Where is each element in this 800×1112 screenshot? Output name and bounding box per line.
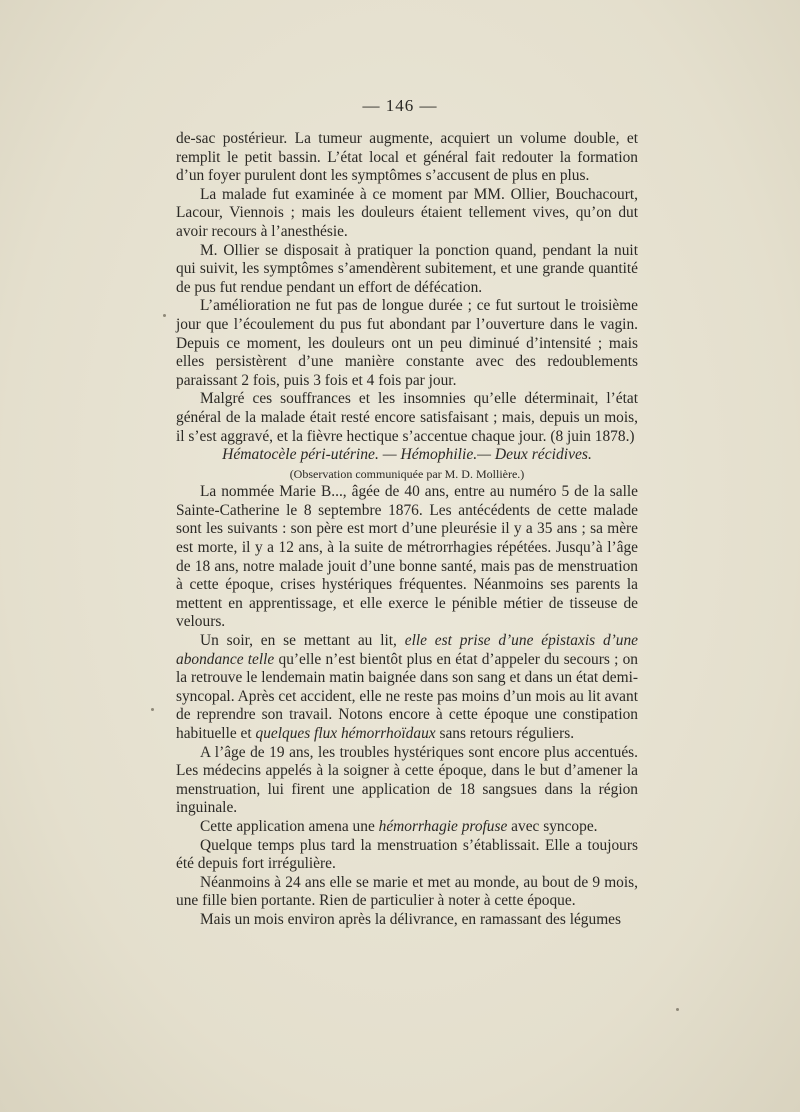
paragraph-7-emphasis-epistaxis: elle est prise d’une épistaxis d’une abondance telle (176, 632, 638, 668)
paragraph-9 (176, 818, 638, 837)
paragraph-9-text-c: avec syncope. (507, 817, 598, 835)
section-heading: Hématocèle péri-utérine. — Hémophilie.— Deux récidives. (222, 446, 592, 464)
paragraph-7-text-a: Un soir, en se mettant au lit, (200, 632, 405, 650)
paragraph-9-text-a: Cette application amena une (200, 817, 379, 835)
observation-credit: (Observation communiquée par M. D. Mollière.) (289, 466, 525, 481)
paragraph-7-text-c: qu’elle n’est bientôt plus en état d’appeler du secours ; on la retrouve le lendemain matin baignée dans son sang et dans un état demi-syncopal. Après cet accident, elle ne reste pas moins d’un mois au lit avant de reprendre son travail. Notons encore à cette époque une constipation habituelle et (176, 650, 638, 742)
paragraph-10: Quelque temps plus tard la menstruation s’établissait. Elle a toujours été depuis fort irrégulière. (176, 836, 638, 873)
paragraph-2: La malade fut examinée à ce moment par MM. Ollier, Bouchacourt, Lacour, Viennois ; mais les douleurs étaient tellement vives, qu’on dut avoir recours à l’anesthésie. (176, 185, 638, 240)
paragraph-6: La nommée Marie B..., âgée de 40 ans, entre au numéro 5 de la salle Sainte-Catherine le 8 septembre 1876. Les antécédents de cette malade sont les suivants : son père est mort d’une pleurésie il y a 35 ans ; sa mère est morte, il y a 12 ans, à la suite de métrorrhagies répétées. Jusqu’à l’âge de 18 ans, notre malade jouit d’une bonne santé, mais pas de menstruation à cette époque, crises hystériques fréquentes. Néanmoins ses parents la mettent en apprentissage, et elle exerce le pénible métier de tisseuse de velours. (176, 483, 638, 631)
paragraph-1: de-sac postérieur. La tumeur augmente, acquiert un volume double, et remplit le petit bassin. L’état local et général fait redouter la formation d’un foyer purulent dont les symptômes s’accusent de plus en plus. (176, 130, 638, 185)
page-number: — 146 — (362, 96, 438, 115)
paragraph-11: Néanmoins à 24 ans elle se marie et met au monde, au bout de 9 mois, une fille bien portante. Rien de particulier à noter à cette époque. (176, 873, 638, 910)
paper-speck (163, 314, 166, 317)
paper-speck (676, 1008, 679, 1011)
paragraph-12: Mais un mois environ après la délivrance, en ramassant des légumes (200, 910, 621, 928)
paragraph-7 (176, 632, 638, 744)
page-body (176, 130, 638, 930)
paragraph-7-emphasis-flux: quelques flux hémorrhoïdaux (255, 725, 436, 742)
paragraph-3: M. Ollier se disposait à pratiquer la ponction quand, pendant la nuit qui suivit, les symptômes s’amendèrent subitement, et une grande quantité de pus fut rendue pendant un effort de défécation. (176, 241, 638, 296)
paragraph-9-emphasis-hemorrhagie: hémorrhagie profuse (378, 817, 508, 835)
paragraph-7-text-e: sans retours réguliers. (435, 725, 575, 742)
paragraph-8: A l’âge de 19 ans, les troubles hystériques sont encore plus accentués. Les médecins appelés à la soigner à cette époque, dans le but d’amener la menstruation, lui firent une application de 18 sangsues dans la région inguinale. (176, 743, 638, 817)
paragraph-4: L’amélioration ne fut pas de longue durée ; ce fut surtout le troisième jour que l’écoulement du pus fut abondant par l’ouverture dans le vagin. Depuis ce moment, les douleurs ont un peu diminué d’intensité ; mais elles persistèrent d’une manière constante avec des redoublements paraissant 2 fois, puis 3 fois et 4 fois par jour. (176, 297, 638, 389)
paper-speck (151, 708, 154, 711)
paragraph-5: Malgré ces souffrances et les insomnies qu’elle déterminait, l’état général de la malade était resté encore satisfaisant ; mais, depuis un mois, il s’est aggravé, et la fièvre hectique s’accentue chaque jour. (8 juin 1878.) (176, 390, 638, 445)
